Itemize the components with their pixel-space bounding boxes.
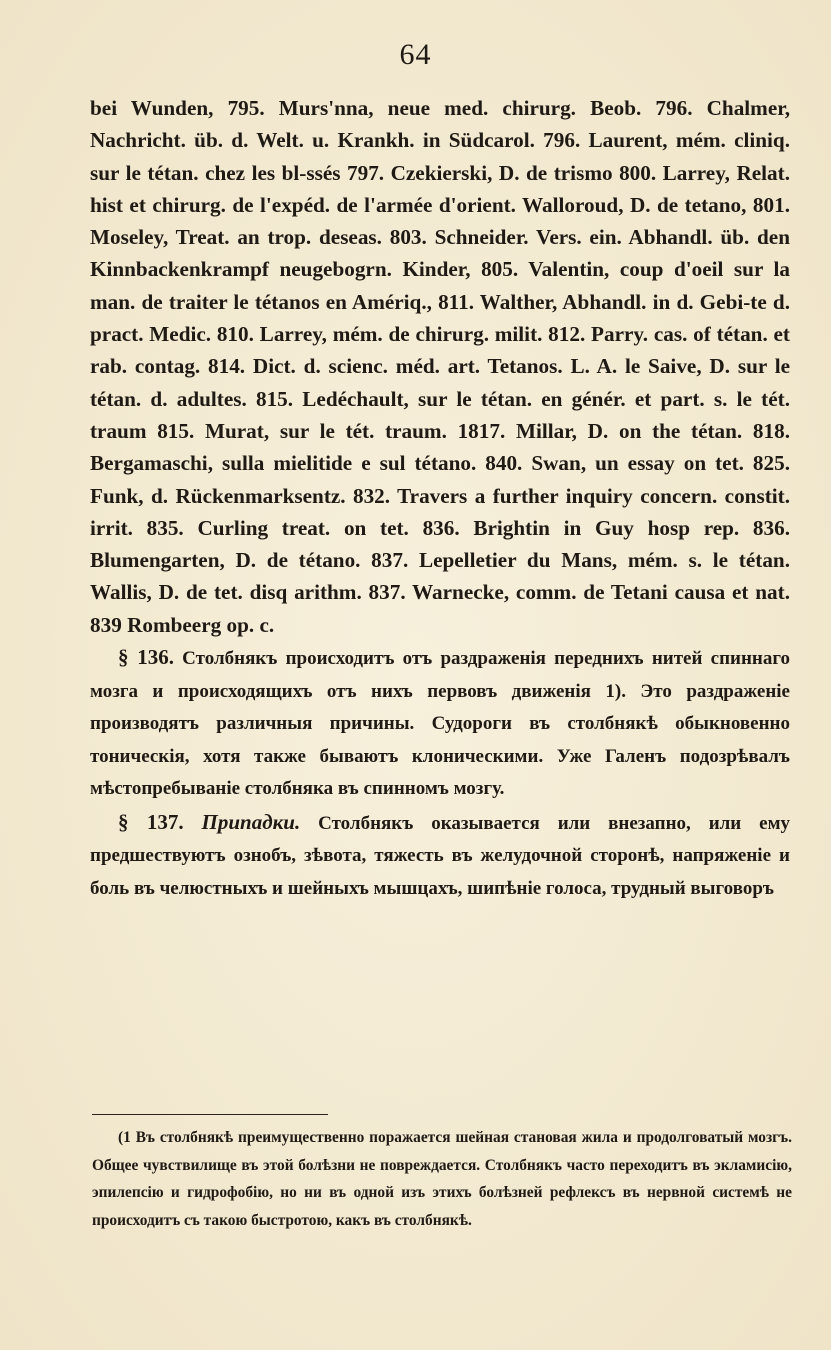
section-136 [90, 641, 790, 806]
section-136-number: § 136. [118, 645, 174, 670]
footnote-text: Въ столбнякѣ преимущественно поражается шейная становая жила и продолговатый мозгъ. Общее чувствилище въ этой болѣзни не повреждается. Столбнякъ часто переходитъ въ экламисію, эпилепсію и гидрофобію, но ни въ одной изъ этихъ болѣзней рефлексъ въ нервной системѣ не происходитъ съ такою быстротою, какъ въ столбнякѣ. [92, 1129, 792, 1229]
section-137-title: Припадки. [201, 809, 301, 834]
footnote-marker: (1 [118, 1129, 131, 1146]
section-136-text: Столбнякъ происходитъ отъ раздраженія переднихъ нитей спиннаго мозга и происходящихъ отъ нихъ первовъ движенія 1). Это раздраженіе производятъ различныя причины. Судороги въ столбнякѣ обыкновенно тоническія, хотя также бываютъ клоническими. Уже Галенъ подозрѣвалъ мѣстопребываніе столбняка въ спинномъ мозгу. [90, 648, 791, 800]
footnote-divider [92, 1114, 328, 1115]
section-137 [90, 806, 790, 906]
main-text [90, 92, 790, 905]
section-137-number: § 137. [118, 809, 184, 834]
section-137-text: Столбнякъ оказывается или внезапно, или ему предшествуютъ ознобъ, зѣвота, тяжесть въ желудочной сторонѣ, напряженіе и боль въ челюстныхъ и шейныхъ мышцахъ, шипѣніе голоса, трудный выговоръ [90, 812, 791, 899]
page-number: 64 [399, 38, 432, 71]
bibliography-paragraph: bei Wunden, 795. Murs'nna, neue med. chirurg. Beob. 796. Chalmer, Nachricht. üb. d. Welt. u. Krankh. in Südcarol. 796. Laurent, mém. cliniq. sur le tétan. chez les bl-ssés 797. Czekierski, D. de trismo 800. Larrey, Relat. hist et chirurg. de l'expéd. de l'armée d'orient. Walloroud, D. de tetano, 801. Moseley, Treat. an trop. deseas. 803. Schneider. Vers. ein. Abhandl. üb. den Kinnbackenkrampf neugebogrn. Kinder, 805. Valentin, coup d'oeil sur la man. de traiter le tétanos en Amériq., 811. Walther, Abhandl. in d. Gebi-te d. pract. Medic. 810. Larrey, mém. de chirurg. milit. 812. Parry. cas. of tétan. et rab. contag. 814. Dict. d. scienc. méd. art. Tetanos. L. A. le Saive, D. sur le tétan. d. adultes. 815. Ledéchault, sur le tétan. en génér. et part. s. le tét. traum 815. Murat, sur le tét. traum. 1817. Millar, D. on the tétan. 818. Bergamaschi, sulla mielitide e sul tétano. 840. Swan, un essay on tet. 825. Funk, d. Rückenmarksentz. 832. Travers a further inquiry concern. constit. irrit. 835. Curling treat. on tet. 836. Brightin in Guy hosp rep. 836. Blumengarten, D. de tétano. 837. Lepelletier du Mans, mém. s. le tétan. Wallis, D. de tet. disq arithm. 837. Warnecke, comm. de Tetani causa et nat. 839 Rombeerg op. c. [90, 96, 790, 637]
footnote [92, 1124, 792, 1234]
